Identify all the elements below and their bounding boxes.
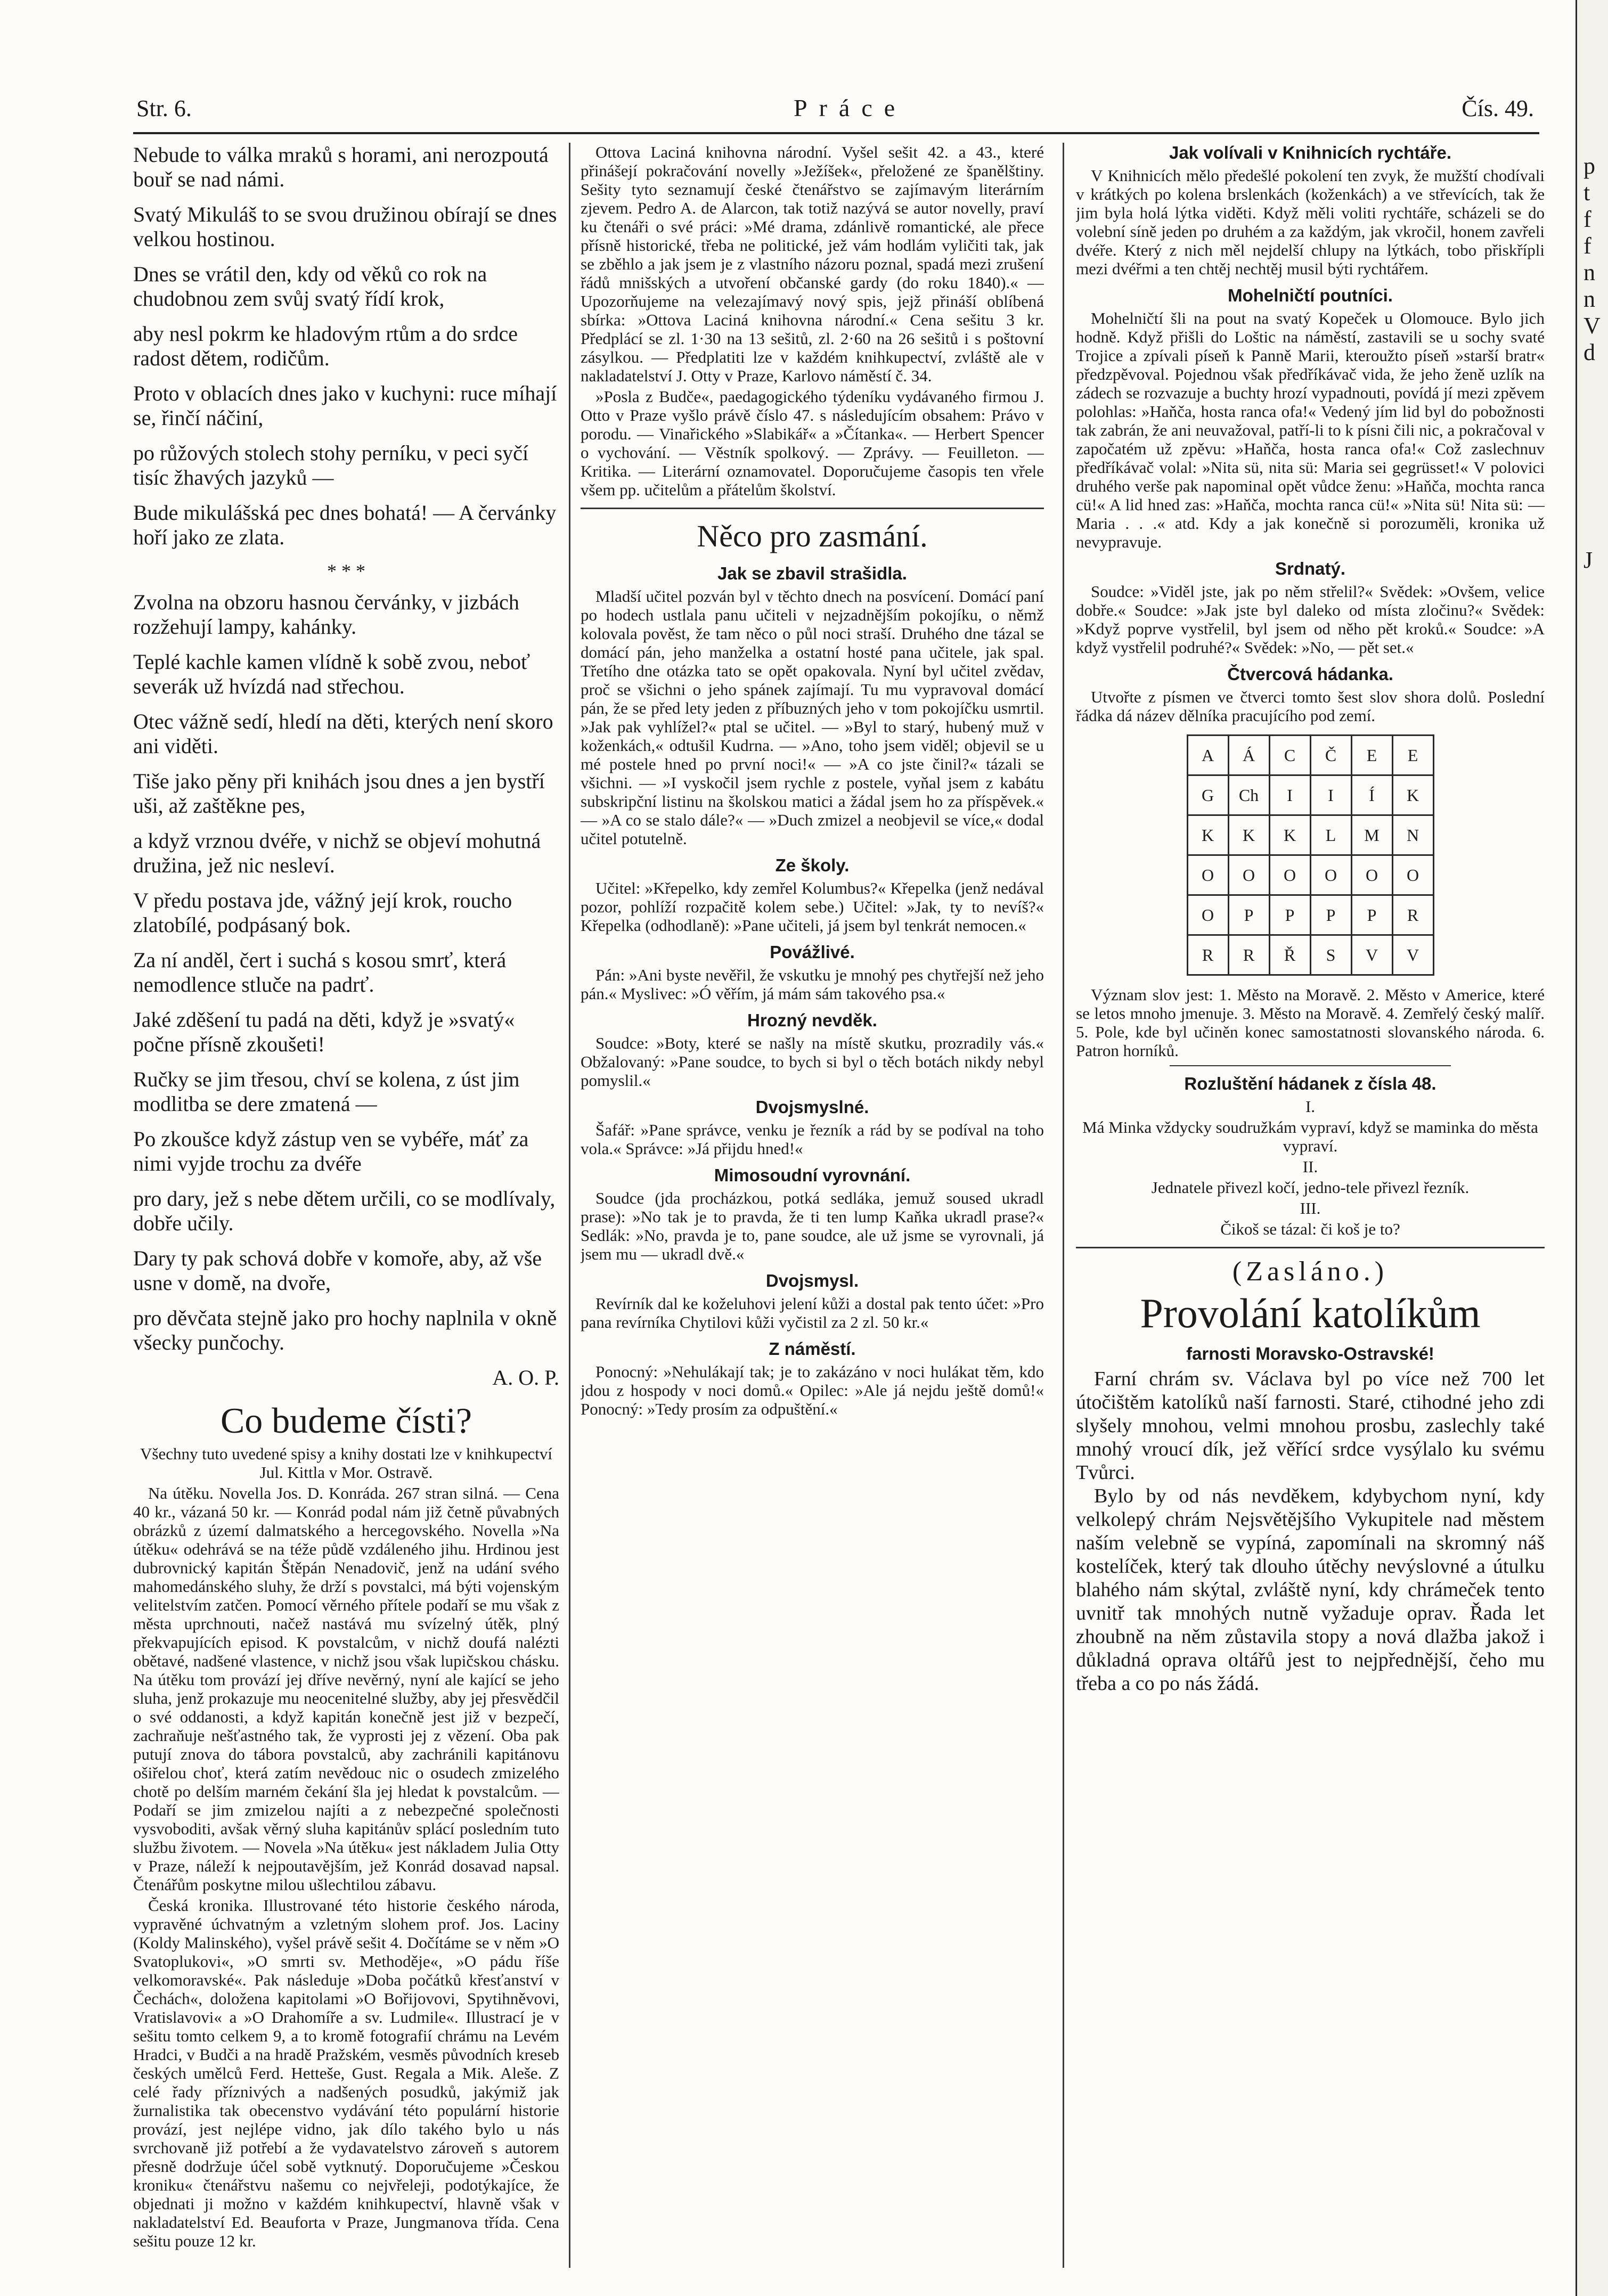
edge-char: n	[1583, 259, 1595, 285]
story-title: Jak volívali v Knihnicích rychtáře.	[1169, 143, 1452, 162]
story-title: Mohelničtí poutníci.	[1228, 285, 1393, 305]
grid-cell: Á	[1228, 736, 1269, 775]
poem-stanza: Nebude to válka mraků s horami, ani nerozpoutá bouř se nad námi.	[133, 143, 549, 191]
solution-text: Čikoš se tázal: či koš je to?	[1220, 1220, 1400, 1238]
grid-cell: Í	[1351, 775, 1392, 815]
grid-cell: O	[1269, 855, 1310, 895]
story-title: Povážlivé.	[770, 942, 855, 962]
grid-row	[1187, 895, 1433, 935]
poem-stanza: Otec vážně sedí, hledí na děti, kterých není skoro ani viděti.	[133, 709, 553, 758]
solution-text: Má Minka vždycky soudružkám vypraví, když se maminka do města vypraví.	[1082, 1118, 1538, 1155]
poem-stanza: V předu postava jde, vážný její krok, roucho zlatobílé, podpásaný bok.	[133, 888, 512, 937]
grid-cell: S	[1310, 935, 1351, 975]
poem-stanza: Ručky se jim třesou, chví se kolena, z úst jim modlitba se dere zmatená —	[133, 1067, 520, 1116]
solution-number: III.	[1300, 1199, 1321, 1218]
review-posel-z-budce: »Posla z Budče«, paedagogického týdeníku vydávaného firmou J. Otto v Praze vyšlo právě číslo 47. s následujícím obsahem: Právo v porodu. — Vinařického »Slabikář« a »Čítanka«. — Herbert Spencer o vychování. — Věstník spolkový. — Zprávy. — Feuilleton. — Kritika. — Literární oznamovatel. Doporučujeme časopis ten vřele všem pp. učitelům a přátelům školství.	[581, 387, 1044, 499]
grid-cell: P	[1269, 895, 1310, 935]
poem-stanza: pro dary, jež s nebe dětem určili, co se modlívaly, dobře učily.	[133, 1187, 556, 1235]
story-title: Mimosoudní vyrovnání.	[714, 1165, 911, 1185]
grid-cell: G	[1187, 775, 1228, 815]
grid-row	[1187, 815, 1433, 855]
page-number: Str. 6.	[136, 95, 192, 121]
grid-cell: K	[1392, 775, 1433, 815]
grid-cell: K	[1269, 815, 1310, 855]
column-right	[1076, 143, 1545, 2268]
grid-cell: V	[1351, 935, 1392, 975]
grid-cell: Č	[1310, 736, 1351, 775]
reading-heading: Co budeme čísti?	[220, 1400, 472, 1441]
grid-cell: P	[1228, 895, 1269, 935]
story-title: Jak se zbavil strašidla.	[717, 563, 907, 583]
poem-stanza: Dnes se vrátil den, kdy od věků co rok na chudobnou zem svůj svatý řídí krok,	[133, 262, 487, 311]
poem-stanza: aby nesl pokrm ke hladovým rtům a do srdce radost dětem, rodičům.	[133, 322, 518, 370]
edge-char: f	[1583, 233, 1591, 259]
grid-cell: E	[1392, 736, 1433, 775]
grid-cell: K	[1187, 815, 1228, 855]
story-text: Soudce: »Boty, které se našly na místě skutku, prozradily vás.« Obžalovaný: »Pane soudce, to bych si byl o těch botách nikdy nebyl pomyslil.«	[581, 1034, 1044, 1090]
poem-stanza: Svatý Mikuláš to se svou družinou obírají se dnes velkou hostinou.	[133, 202, 557, 251]
grid-cell: I	[1310, 775, 1351, 815]
section-divider	[1076, 1247, 1545, 1248]
puzzle-instructions: Utvořte z písmen ve čtverci tomto šest slov shora dolů. Poslední řádka dá název dělníka pracujícího pod zemí.	[1076, 688, 1545, 725]
edge-char: t	[1583, 179, 1590, 206]
grid-row	[1187, 935, 1433, 975]
grid-row	[1187, 855, 1433, 895]
section-divider	[581, 508, 1044, 509]
grid-cell: O	[1351, 855, 1392, 895]
story-title: Dvojsmyslné.	[755, 1097, 869, 1117]
reading-intro: Všechny tuto uvedené spisy a knihy dostati lze v knihkupectví Jul. Kittla v Mor. Ostravě.	[140, 1444, 552, 1482]
poem-stanza: po růžových stolech stohy perníku, v peci syčí tisíc žhavých jazyků —	[133, 441, 529, 489]
story-title: Srdnatý.	[1275, 559, 1346, 578]
column-left	[133, 143, 559, 2268]
puzzle-title: Čtvercová hádanka.	[1227, 664, 1393, 684]
review-na-uteku: Na útěku. Novella Jos. D. Konráda. 267 stran silná. — Cena 40 kr., vázaná 50 kr. — Konrád podal nám již četně půvabných obrázků z území dalmatského a hercegovského. Novella »Na útěku« odehrává se na téže půdě vzdáleného jihu. Hrdinou jest dubrovnický kapitán Štěpán Nenadovič, jenž na udání svého mahomedánského sluhy, že drží s povstalci, má býti vojenským velitelstvím zatčen. Pomocí věrného přítele podaří se mu však z města uprchnouti, načež nastává mu svízelný útěk, plný překvapujících episod. K povstalcům, v nichž doufá nalézti obětavé, nadšené vlastence, v nichž jsou však lupičskou chásku. Na útěku tom provází jej dříve nevěrný, nyní ale kající se jeho sluha, jenž prokazuje mu neocenitelné služby, aby jej přesvědčil o své oddanosti, a když kapitán konečně jest již v bezpečí, zachraňuje nešťastného tak, že vyprosti jej z vězení. Oba pak putují znova do tábora povstalců, aby zachránili kapitánovu ošiřelou choť, která zatím nevědouc nic o osudech zmizelého chotě po delším marném čekání šla jej hledat k povstalcům. — Podaří se jim zmizelou najíti a z nebezpečné společnosti vysvoboditi, avšak věrný sluha kapitánův splácí posledním tuto službu životem. — Novela »Na útěku« jest nákladem Julia Otty v Praze, náleží k nejpoutavějším, jež Konrád dosavad napsal. Čtenářům poskytne milou ušlechtilou zábavu.	[133, 1484, 559, 1894]
grid-cell: O	[1187, 895, 1228, 935]
grid-cell: O	[1392, 855, 1433, 895]
grid-cell: Ř	[1269, 935, 1310, 975]
solution-text: Jednatele přivezl kočí, jedno-tele přivezl řezník.	[1151, 1178, 1470, 1197]
review-ottova-knihovna: Ottova Laciná knihovna národní. Vyšel sešit 42. a 43., které přinášejí pokračování novelly »Ježíšek«, přeložené ze španělštiny. Sešity tyto seznamují české čtenářstvo se zajímavým literárním zjevem. Pedro A. de Alarcon, tak totiž nazývá se autor novelly, praví ku čtenáři o své práci: »Mé drama, zdánlivě romantické, ale přece přísně historické, třeba ne politické, jež vám hodlám vyličiti tak, jak se zběhlo a jak jsem je z vlastního názoru poznal, spadá mezi zrušení řádů mnišských a utvoření občanské gardy (do roku 1840).« — Upozorňujeme na velezajímavý nový spis, jejž přináší oblíbená sbírka: »Ottova Laciná knihovna národní.« Cena sešitu 3 kr. Předplácí se zl. 1·30 na 13 sešitů, zl. 2·60 na 26 sešitů i s poštovní zásylkou. — Předplatiti lze v každém knihkupectví, zvláště ale v nakladatelství J. Otty v Praze, Karlovo náměstí č. 34.	[581, 143, 1044, 385]
grid-cell: N	[1392, 815, 1433, 855]
story-text: V Knihnicích mělo předešlé pokolení ten zvyk, že mužští chodívali v krátkých po kolena brslenkách (koženkách) a ve střevících, tak že jim byla holá lýtka viděti. Když měli voliti rychtáře, scházeli se do volební síně jeden po druhém a za každým, jak vkročil, honem zavřeli dvéře. Který z nich měl nejdelší chlupy na lýtkách, tobo přiskřípli mezi dvéřmi a ten chtěj nechtěj musil býti rychtářem.	[1076, 166, 1545, 278]
grid-cell: L	[1310, 815, 1351, 855]
poem-stanza: Jaké zděšení tu padá na děti, když je »svatý« počne přísně zkoušeti!	[133, 1008, 515, 1056]
grid-cell: O	[1187, 855, 1228, 895]
story-text: Revírník dal ke koželuhovi jelení kůži a dostal pak tento účet: »Pro pana revírníka Chytilovi kůži vyčistil za 2 zl. 50 kr.«	[581, 1294, 1044, 1331]
section-divider	[1170, 1065, 1451, 1066]
solution-number: I.	[1305, 1097, 1316, 1116]
column-middle	[581, 143, 1044, 2268]
poem-stanza: Zvolna na obzoru hasnou červánky, v jizbách rozžehují lampy, kahánky.	[133, 590, 519, 639]
grid-cell: O	[1310, 855, 1351, 895]
zaslano-label: (Zasláno.)	[1232, 1256, 1389, 1287]
story-text: Mladší učitel pozván byl v těchto dnech na posvícení. Domácí paní po hodech ustlala panu učiteli v nejzadnějším pokojíku, o němž kolovala pověst, že tam něco o půl noci straší. Druhého dne tázal se domácí pán, jeho manželka a ostatní hosté pana učitele, jak spal. Třetího dne otázka tato se opět opakovala. Nyní byl učitel zvědav, proč se všichni o jeho spánek zajímají. Tu mu vypravoval domácí pán, že se před lety jeden z příbuzných jeho v tom pokojíčku usmrtil. »Jak pak vyhlížel?« ptal se učitel. — »Byl to starý, hubený muž v koženkách,« odtušil Kudrna. — »Ano, toho jsem viděl; objevil se u mé postele hned po první noci!« — »A co jste činil?« tázali se všichni. — »I vyskočil jsem rychle z postele, vyňal jsem z kabátu subskripční listinu na školskou matici a žádal jsem ho za příspěvek.« — »A co se stalo dále?« — »Duch zmizel a neobjevil se více,« dodal učitel potutelně.	[581, 587, 1044, 848]
edge-char: d	[1583, 339, 1595, 365]
issue-number: Čís. 49.	[1462, 95, 1534, 121]
poem-stanza: Dary ty pak schová dobře v komoře, aby, až vše usne v domě, na dvoře,	[133, 1246, 542, 1295]
grid-row	[1187, 775, 1433, 815]
story-text: Soudce (jda procházkou, potká sedláka, jemuž soused ukradl prase): »No tak je to pravda, že ti ten lump Kaňka ukradl prase?« Sedlák: »No, pravda je to, pane soudce, ale už jsme se vyrovnali, já jsem mu — ukradl dvě.«	[581, 1189, 1044, 1263]
section-stars: * * *	[327, 560, 365, 582]
solution-number: II.	[1302, 1157, 1318, 1176]
proclamation-title: Provolání katolíkům	[1140, 1290, 1481, 1336]
poem-stanza: Po zkoušce když zástup ven se vybéře, máť za nimi vyjde trochu za dvéře	[133, 1127, 529, 1175]
grid-cell: C	[1269, 736, 1310, 775]
edge-char: f	[1583, 206, 1591, 232]
story-title: Z náměstí.	[769, 1339, 856, 1359]
story-text: Šafář: »Pane správce, venku je řezník a rád by se podíval na toho vola.« Správce: »Já přijdu hned!«	[581, 1121, 1044, 1158]
grid-row	[1187, 736, 1433, 775]
edge-char: V	[1583, 313, 1601, 339]
grid-cell: V	[1392, 935, 1433, 975]
poem-stanza: a když vrznou dvéře, v nichž se objeví mohutná družina, jež nic nesleví.	[133, 829, 541, 877]
poem-stanza: Teplé kachle kamen vlídně k sobě zvou, neboť severák už hvízdá nad střechou.	[133, 650, 530, 698]
proclamation-paragraph: Farní chrám sv. Václava byl po více než 700 let útočištěm katolíků naší farnosti. Staré, ctihodné jeho zdi slyšely mnohou, velmi mnohou prosbu, zaslechly také mnohý vroucí dík, jež věřící srdce vysýlalo ku svému Tvůrci.	[1076, 1368, 1545, 1484]
proclamation-subtitle: farnosti Moravsko-Ostravské!	[1186, 1344, 1434, 1363]
puzzle-grid	[1187, 734, 1434, 976]
story-text: Pán: »Ani byste nevěřil, že vskutku je mnohý pes chytřejší než jeho pán.« Myslivec: »Ó věřím, já mám sám takového psa.«	[581, 966, 1044, 1003]
grid-cell: A	[1187, 736, 1228, 775]
edge-char: J	[1583, 547, 1593, 573]
poem-stanza: pro děvčata stejně jako pro hochy naplnila v okně všecky punčochy.	[133, 1306, 557, 1354]
story-title: Hrozný nevděk.	[747, 1010, 877, 1030]
grid-cell: Ch	[1228, 775, 1269, 815]
poem-stanza: Tiše jako pěny při knihách jsou dnes a jen bystří uši, až zaštěkne pes,	[133, 769, 545, 818]
column-divider	[569, 143, 570, 2268]
story-title: Dvojsmysl.	[765, 1271, 859, 1290]
column-divider	[1063, 143, 1064, 2268]
poem	[133, 143, 559, 1390]
grid-cell: I	[1269, 775, 1310, 815]
story-text: Soudce: »Viděl jste, jak po něm střelil?« Svědek: »Ovšem, velice dobře.« Soudce: »Jak jste byl daleko od místa zločinu?« Svědek: »Když poprve vystřelil, byl jsem od něho pět kroků.« Soudce: »A když vystřelil podruhé?« Svědek: »No, — pět set.«	[1076, 582, 1545, 657]
humor-heading: Něco pro zasmání.	[697, 519, 928, 553]
poem-stanza: Proto v oblacích dnes jako v kuchyni: ruce míhají se, řinčí náčiní,	[133, 381, 557, 430]
poem-stanza: Za ní anděl, čert i suchá s kosou smrť, která nemodlence stluče na padrť.	[133, 948, 507, 996]
poem-stanza: Bude mikulášská pec dnes bohatá! — A červánky hoří jako ze zlata.	[133, 501, 557, 549]
edge-char: p	[1583, 153, 1595, 179]
review-ceska-kronika: Česká kronika. Illustrované této historie českého národa, vypravěné úchvatným a vzletným slohem prof. Jos. Laciny (Koldy Malinského), vyšel právě sešit 4. Dočítáme se v něm »O Svatoplukovi«, »O smrti sv. Methoděje«, »O pádu říše velkomoravské«. Pak následuje »Doba počátků křesťanství v Čechách«, doložena kapitolami »O Bořijovovi, Spytihněvovi, Vratislavovi« a »O Drahomíře a sv. Ludmile«. Illustrací je v sešitu tomto celkem 9, a to kromě fotografií chrámu na Levém Hradci, v Budči a na hradě Pražském, vesměs původních kreseb českých umělců Ferd. Hetteše, Gust. Regala a Mik. Aleše. Z celé řady příznivých a nadšených posudků, jakýmiž jak žurnalistika tak obecenstvo vydávání této populární historie provází, jest nejlépe vidno, jak dílo takého bylo u nás svrchovaně již potřebí a že vydavatelstvo zároveň s autorem přesně dodržuje účel sobě vytknutý. Doporučujeme »Českou kroniku« čtenářstvu našemu co nejvřeleji, podotýkajíce, že objednati ji možno v každém knihkupectví, hlavně však v nakladatelství Ed. Beauforta v Praze, Jungmanova třída. Cena sešitu pouze 12 kr.	[133, 1896, 559, 2250]
grid-cell: P	[1351, 895, 1392, 935]
grid-cell: K	[1228, 815, 1269, 855]
newspaper-title: Práce	[794, 94, 907, 121]
grid-cell: P	[1310, 895, 1351, 935]
grid-cell: R	[1392, 895, 1433, 935]
story-text: Mohelničtí šli na pout na svatý Kopeček u Olomouce. Bylo jich hodně. Když přišli do Loštic na náměstí, zastavili se u sochy svaté Trojice a zpívali píseň k Panně Marii, kteroužto píseň »starší bratr« předzpěvoval. Pojednou však předříkávač vida, že jeho ženě uzlík na zádech se rozvazuje a buchty hrozí vypadnouti, povídá jí mezi zpěvem polohlas: »Haňča, hosta ranca ofa!« Vedený jím lid byl do pobožnosti tak zabrán, že ani neuvažoval, patří-li to k písni čili nic, a pokračoval v započatém už zpěvu: »Haňča, hosta ranca ofa!« Což zaslechnuv předříkávač volal: »Nita sü, nita sü: Maria sei gegrüsset!« V polovici druhého verše pak napominal opět vůdce ženu: »Haňča, mochta ranca cü!« A lid hned zas: »Haňča, mochta ranca cü!« »Nita sü! Nita sü: — Maria . . .« atd. Kdy a jak konečně si porozuměli, kronika už nevypravuje.	[1076, 309, 1545, 551]
edge-char: n	[1583, 286, 1595, 312]
story-text: Učitel: »Křepelko, kdy zemřel Kolumbus?« Křepelka (jenž nedával pozor, pohlíží rozpačitě kolem sebe.) Učitel: »Jak, ty to nevíš?« Křepelka (odhodlaně): »Pane učiteli, já jsem byl tenkrát nemocen.«	[581, 879, 1044, 935]
poem-signature: A. O. P.	[492, 1366, 559, 1390]
story-text: Ponocný: »Nehulákají tak; je to zakázáno v noci hulákat těm, kdo jdou z hospody v noci domů.« Opilec: »Ale já nejdu ještě domů!« Ponocný: »Tedy prosím za odpuštění.«	[581, 1362, 1044, 1418]
grid-cell: E	[1351, 736, 1392, 775]
grid-cell: R	[1228, 935, 1269, 975]
grid-cell: R	[1187, 935, 1228, 975]
solutions-title: Rozluštění hádanek z čísla 48.	[1184, 1074, 1436, 1093]
grid-cell: M	[1351, 815, 1392, 855]
puzzle-meaning: Význam slov jest: 1. Město na Moravě. 2. Město v Americe, které se letos mnoho jmenuje. 3. Město na Moravě. 4. Zemřelý český malíř. 5. Pole, kde byl učiněn konec samostatnosti slovanského národa. 6. Patron horníků.	[1076, 985, 1545, 1060]
adjacent-page-edge	[1576, 0, 1608, 2296]
story-title: Ze školy.	[775, 855, 850, 875]
page-header	[133, 89, 1539, 134]
proclamation-paragraph: Bylo by od nás nevděkem, kdybychom nyní, kdy velkolepý chrám Nejsvětějšího Vykupitele nad městem naším velebně se vypíná, zapomínali na skromný náš kostelíček, který tak dlouho útěchy nevýslovné a útulku blahého nám skýtal, zvláště nyní, kdy chrámeček tento uvnitř tak mnohých nutně vyžaduje oprav. Řada let zhoubně na něm zůstavila stopy a nová dlažba jakož i důkladná oprava oltářů jest to nejpřednější, čeho mu třeba a co po nás žádá.	[1076, 1485, 1545, 1695]
grid-cell: O	[1228, 855, 1269, 895]
